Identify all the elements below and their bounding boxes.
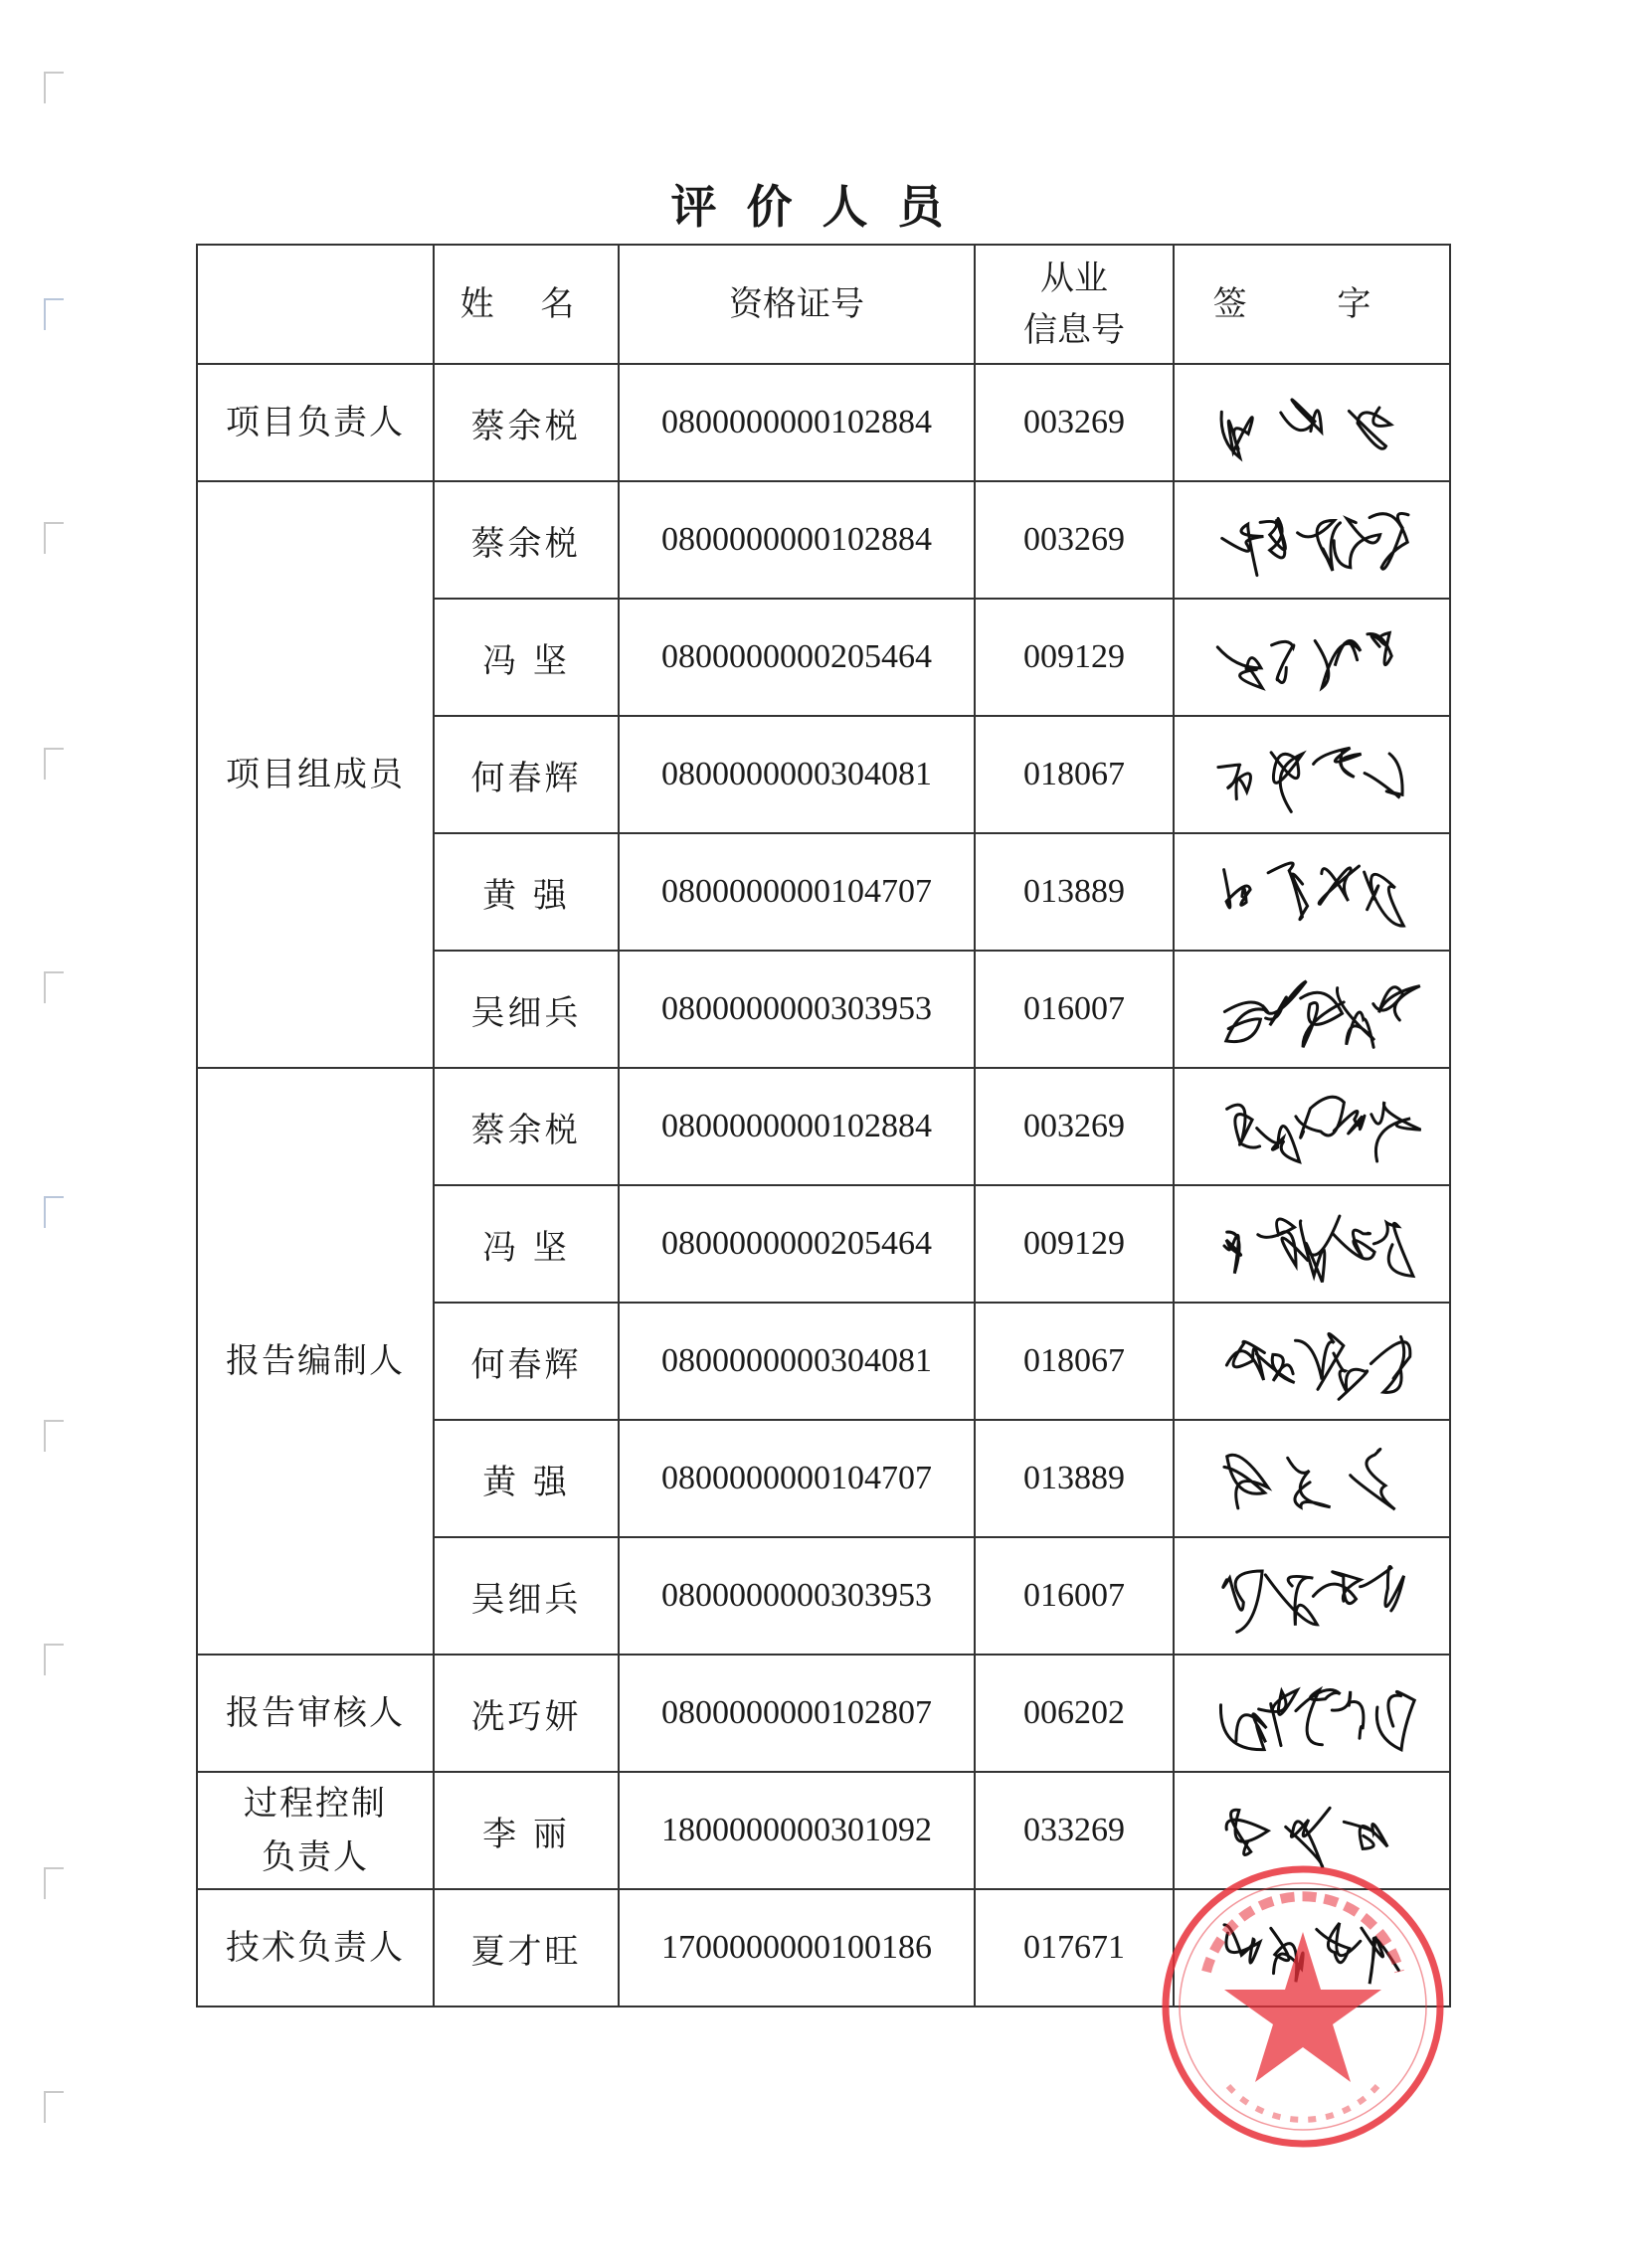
signature-stroke bbox=[1334, 1353, 1368, 1399]
signature-stroke bbox=[1217, 647, 1262, 688]
handwritten-signature-icon bbox=[1202, 1313, 1421, 1409]
signature-stroke bbox=[1227, 1105, 1260, 1147]
signature-stroke bbox=[1222, 524, 1264, 575]
info-number-cell: 003269 bbox=[975, 1068, 1174, 1185]
signature-stroke bbox=[1220, 1705, 1266, 1750]
handwritten-signature-icon bbox=[1202, 1196, 1421, 1292]
cert-number-cell: 1800000000301092 bbox=[619, 1772, 975, 1889]
signature-stroke bbox=[1260, 518, 1285, 558]
role-label: 过程控制 bbox=[244, 1784, 387, 1824]
table-header-row bbox=[197, 245, 1450, 364]
cert-number-cell: 0800000000104707 bbox=[619, 1420, 975, 1537]
table-row bbox=[197, 1655, 1450, 1772]
binder-mark bbox=[44, 1196, 64, 1228]
signature-cell bbox=[1174, 1185, 1450, 1303]
role-cell bbox=[197, 1772, 434, 1889]
name-cell: 吴细兵 bbox=[434, 1537, 619, 1655]
info-number-cell: 033269 bbox=[975, 1772, 1174, 1889]
signature-stroke bbox=[1224, 1232, 1241, 1274]
signature-cell bbox=[1174, 1303, 1450, 1420]
signature-stroke bbox=[1296, 1689, 1341, 1744]
role-cell bbox=[197, 364, 434, 481]
info-number-cell: 013889 bbox=[975, 1420, 1174, 1537]
signature-stroke bbox=[1368, 633, 1391, 665]
info-number-cell: 018067 bbox=[975, 1303, 1174, 1420]
handwritten-signature-icon bbox=[1202, 1431, 1421, 1526]
handwritten-signature-icon bbox=[1202, 1548, 1421, 1644]
name-cell: 蔡余棁 bbox=[434, 481, 619, 599]
signature-stroke bbox=[1224, 1925, 1260, 1963]
signature-stroke bbox=[1271, 1928, 1303, 1982]
signature-stroke bbox=[1272, 641, 1294, 682]
role-label: 技术负责人 bbox=[226, 1928, 405, 1968]
cert-number-cell: 0800000000102884 bbox=[619, 481, 975, 599]
signature-stroke bbox=[1344, 1822, 1387, 1848]
info-number-cell: 003269 bbox=[975, 481, 1174, 599]
info-number-cell: 013889 bbox=[975, 833, 1174, 951]
role-cell bbox=[197, 1068, 434, 1655]
table-row bbox=[197, 1068, 1450, 1185]
header-info bbox=[975, 245, 1174, 364]
signature-cell bbox=[1174, 1537, 1450, 1655]
binder-mark bbox=[44, 1420, 64, 1452]
signature-stroke bbox=[1373, 1223, 1413, 1277]
table-row bbox=[197, 364, 1450, 481]
signature-stroke bbox=[1376, 1691, 1414, 1749]
role-cell bbox=[197, 1889, 434, 2006]
handwritten-signature-icon bbox=[1202, 375, 1421, 470]
signature-cell bbox=[1174, 716, 1450, 833]
info-number-cell: 017671 bbox=[975, 1889, 1174, 2006]
header-name: 姓 名 bbox=[434, 245, 619, 364]
signature-cell bbox=[1174, 833, 1450, 951]
table-row bbox=[197, 1889, 1450, 2006]
signature-cell bbox=[1174, 599, 1450, 716]
info-number-cell: 016007 bbox=[975, 951, 1174, 1068]
cert-number-cell: 0800000000102884 bbox=[619, 364, 975, 481]
binder-mark bbox=[44, 72, 64, 103]
role-label: 项目组成员 bbox=[226, 755, 405, 794]
handwritten-signature-icon bbox=[1202, 1900, 1421, 1996]
name-cell: 何春辉 bbox=[434, 1303, 619, 1420]
cert-number-cell: 0800000000205464 bbox=[619, 599, 975, 716]
signature-stroke bbox=[1332, 1691, 1364, 1738]
binder-mark bbox=[44, 971, 64, 1003]
name-cell: 蔡余棁 bbox=[434, 1068, 619, 1185]
info-number-cell: 006202 bbox=[975, 1655, 1174, 1772]
signature-stroke bbox=[1319, 866, 1359, 904]
signature-stroke bbox=[1361, 1566, 1404, 1610]
handwritten-signature-icon bbox=[1202, 1079, 1421, 1174]
signature-stroke bbox=[1373, 986, 1420, 1020]
signature-stroke bbox=[1313, 1572, 1361, 1604]
signature-stroke bbox=[1271, 753, 1303, 812]
signature-stroke bbox=[1365, 872, 1404, 926]
binder-mark bbox=[44, 2091, 64, 2123]
signature-cell bbox=[1174, 1420, 1450, 1537]
name-cell: 蔡余棁 bbox=[434, 364, 619, 481]
info-number-cell: 003269 bbox=[975, 364, 1174, 481]
signature-stroke bbox=[1224, 1002, 1266, 1042]
signature-stroke bbox=[1334, 519, 1379, 568]
signature-stroke bbox=[1257, 1127, 1300, 1162]
cert-number-cell: 0800000000303953 bbox=[619, 951, 975, 1068]
role-label: 报告编制人 bbox=[226, 1341, 405, 1381]
role-cell bbox=[197, 1655, 434, 1772]
signature-stroke bbox=[1300, 1216, 1340, 1282]
info-number-cell: 009129 bbox=[975, 1185, 1174, 1303]
signature-cell bbox=[1174, 481, 1450, 599]
info-number-cell: 018067 bbox=[975, 716, 1174, 833]
signature-stroke bbox=[1314, 748, 1362, 777]
cert-number-cell: 0800000000102807 bbox=[619, 1655, 975, 1772]
signature-stroke bbox=[1349, 408, 1390, 448]
name-cell: 何春辉 bbox=[434, 716, 619, 833]
signature-stroke bbox=[1370, 1336, 1409, 1392]
header-info-line2: 信息号 bbox=[1023, 310, 1125, 350]
binder-mark bbox=[44, 298, 64, 330]
role-label: 报告审核人 bbox=[226, 1693, 405, 1733]
signature-cell bbox=[1174, 1068, 1450, 1185]
personnel-table bbox=[196, 244, 1451, 2007]
signature-stroke bbox=[1221, 412, 1252, 457]
signature-stroke bbox=[1224, 1455, 1268, 1508]
signature-stroke bbox=[1351, 1449, 1395, 1509]
signature-cell bbox=[1174, 364, 1450, 481]
name-cell: 吴细兵 bbox=[434, 951, 619, 1068]
signature-stroke bbox=[1286, 1808, 1330, 1867]
info-number-cell: 016007 bbox=[975, 1537, 1174, 1655]
table-row bbox=[197, 1772, 1450, 1889]
cert-number-cell: 0800000000304081 bbox=[619, 1303, 975, 1420]
name-cell: 冯 坚 bbox=[434, 1185, 619, 1303]
handwritten-signature-icon bbox=[1202, 961, 1421, 1057]
signature-cell bbox=[1174, 1655, 1450, 1772]
signature-stroke bbox=[1362, 1928, 1398, 1984]
binder-mark bbox=[44, 1867, 64, 1899]
table-row bbox=[197, 481, 1450, 599]
info-number-cell: 009129 bbox=[975, 599, 1174, 716]
handwritten-signature-icon bbox=[1202, 727, 1421, 822]
signature-stroke bbox=[1265, 1575, 1317, 1626]
signature-stroke bbox=[1317, 1923, 1361, 1963]
handwritten-signature-icon bbox=[1202, 844, 1421, 940]
signature-stroke bbox=[1226, 1810, 1268, 1854]
signature-stroke bbox=[1333, 1230, 1374, 1259]
cert-number-cell: 0800000000104707 bbox=[619, 833, 975, 951]
signature-cell bbox=[1174, 1889, 1450, 2006]
cert-number-cell: 0800000000303953 bbox=[619, 1537, 975, 1655]
signature-stroke bbox=[1301, 992, 1345, 1047]
signature-stroke bbox=[1288, 1458, 1331, 1507]
cert-number-cell: 0800000000304081 bbox=[619, 716, 975, 833]
signature-stroke bbox=[1223, 1571, 1262, 1632]
signature-stroke bbox=[1315, 640, 1361, 687]
page-title: 评价人员 bbox=[670, 180, 974, 234]
handwritten-signature-icon bbox=[1202, 492, 1421, 588]
signature-stroke bbox=[1296, 1097, 1345, 1137]
cert-number-cell: 1700000000100186 bbox=[619, 1889, 975, 2006]
cert-number-cell: 0800000000102884 bbox=[619, 1068, 975, 1185]
header-cert: 资格证号 bbox=[619, 245, 975, 364]
role-label: 项目负责人 bbox=[226, 403, 405, 442]
role-cell bbox=[197, 481, 434, 1068]
signature-stroke bbox=[1281, 400, 1322, 433]
signature-cell bbox=[1174, 951, 1450, 1068]
binder-mark bbox=[44, 748, 64, 780]
handwritten-signature-icon bbox=[1202, 1665, 1421, 1761]
header-signature: 签 字 bbox=[1174, 245, 1450, 364]
handwritten-signature-icon bbox=[1202, 610, 1421, 705]
signature-stroke bbox=[1226, 1341, 1264, 1380]
name-cell: 冯 坚 bbox=[434, 599, 619, 716]
signature-stroke bbox=[1365, 754, 1402, 797]
signature-stroke bbox=[1224, 870, 1251, 908]
name-cell: 黄 强 bbox=[434, 833, 619, 951]
name-cell: 夏才旺 bbox=[434, 1889, 619, 2006]
binder-mark bbox=[44, 522, 64, 554]
handwritten-signature-icon bbox=[1202, 1783, 1421, 1878]
header-info-line1: 从业 bbox=[1040, 259, 1108, 298]
header-role bbox=[197, 245, 434, 364]
signature-stroke bbox=[1268, 863, 1308, 920]
name-cell: 李 丽 bbox=[434, 1772, 619, 1889]
signature-stroke bbox=[1218, 765, 1251, 799]
name-cell: 冼巧妍 bbox=[434, 1655, 619, 1772]
signature-stroke bbox=[1371, 1102, 1421, 1161]
cert-number-cell: 0800000000205464 bbox=[619, 1185, 975, 1303]
signature-cell bbox=[1174, 1772, 1450, 1889]
role-label: 负责人 bbox=[262, 1837, 369, 1877]
signature-stroke bbox=[1263, 981, 1306, 1025]
binder-mark bbox=[44, 1644, 64, 1675]
table-body bbox=[197, 364, 1450, 2006]
name-cell: 黄 强 bbox=[434, 1420, 619, 1537]
signature-stroke bbox=[1337, 988, 1373, 1048]
